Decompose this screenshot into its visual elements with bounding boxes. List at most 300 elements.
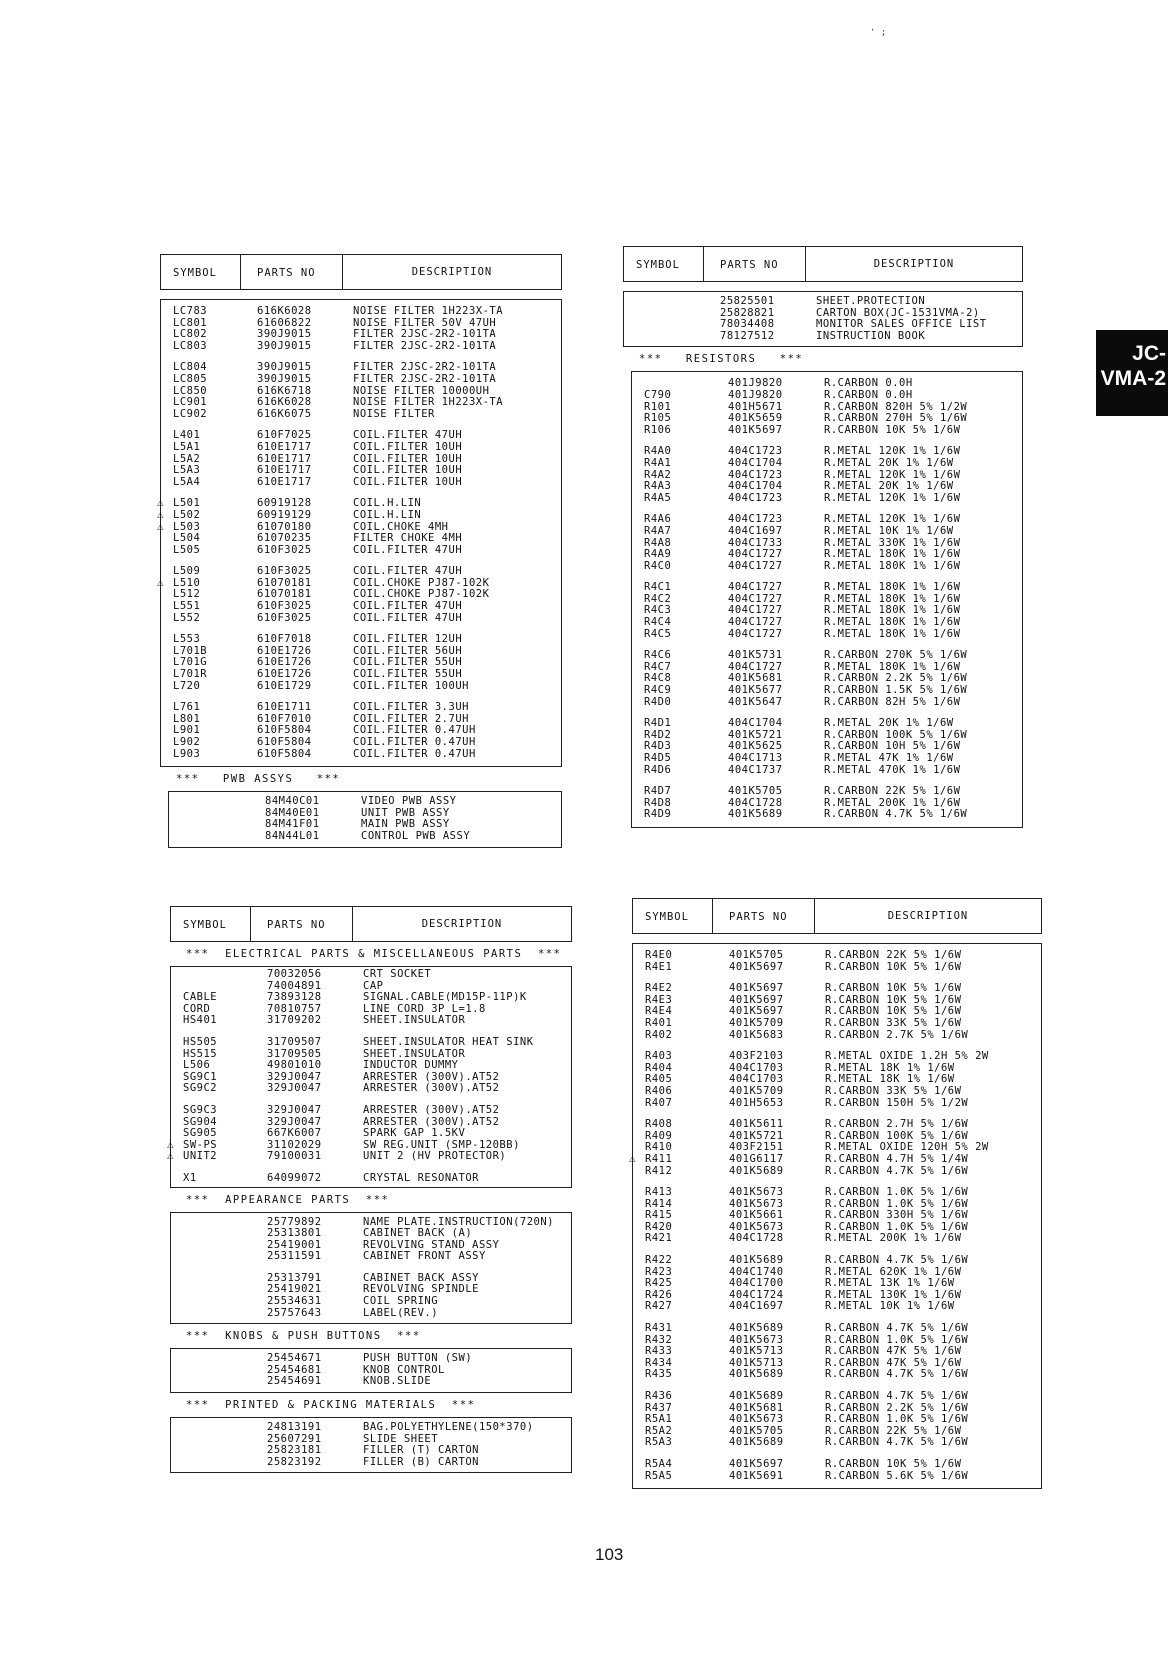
parts-no-cell: 401K5721 [728, 728, 783, 741]
parts-no-cell: 25757643 [267, 1306, 322, 1319]
parts-no-cell: 79100031 [267, 1150, 322, 1163]
parts-no-cell: 401K5673 [729, 1333, 784, 1346]
parts-no-cell: 401K5689 [729, 1368, 784, 1381]
symbol-cell [171, 1308, 251, 1320]
parts-no-cell: 404C1697 [729, 1300, 784, 1313]
parts-no-cell: 404C1727 [728, 548, 783, 561]
right-top-panel [623, 246, 1023, 828]
description-cell: R.CARBON 150H 5% 1/2W [825, 1096, 969, 1109]
parts-no-cell: 401K5691 [729, 1469, 784, 1482]
parts-no-cell: 404C1724 [729, 1288, 784, 1301]
description-cell: R.METAL 330K 1% 1/6W [824, 536, 961, 549]
description-cell: R.CARBON 47K 5% 1/6W [825, 1345, 962, 1358]
parts-no-cell: 24813191 [267, 1421, 322, 1434]
parts-no-cell: 610E1711 [257, 701, 312, 714]
table-row [632, 390, 1022, 402]
parts-no-cell: 610E1717 [257, 440, 312, 453]
parts-no-cell: 31709505 [267, 1047, 322, 1060]
symbol-cell: R421 [645, 1232, 673, 1245]
parts-no-cell: 84N44L01 [265, 829, 320, 842]
symbol-cell: R4C3 [644, 604, 672, 617]
parts-no-cell: 329J0047 [267, 1082, 322, 1095]
parts-no-cell: 25454691 [267, 1375, 322, 1388]
parts-no-cell: 25313801 [267, 1227, 322, 1240]
symbol-cell: LC802 [173, 328, 208, 341]
description-cell: R.METAL OXIDE 120H 5% 2W [825, 1141, 989, 1154]
description-cell: R.METAL 180K 1% 1/6W [824, 581, 961, 594]
parts-no-cell: 404C1713 [728, 752, 783, 764]
table-row [171, 1376, 571, 1388]
description-cell: R.CARBON 270K 5% 1/6W [824, 649, 968, 662]
symbol-cell: R4A8 [644, 536, 672, 549]
symbol-cell: R4C7 [644, 660, 672, 673]
parts-no-cell: 70032056 [267, 968, 322, 980]
description-cell: SPARK GAP 1.5KV [363, 1127, 466, 1140]
parts-no-cell: 401K5709 [729, 1084, 784, 1097]
symbol-cell [169, 796, 249, 808]
symbol-cell: R4A9 [644, 548, 672, 561]
symbol-cell: R4C4 [644, 616, 672, 629]
table-row [161, 533, 561, 545]
parts-no-cell: 25607291 [267, 1432, 322, 1445]
description-cell: R.CARBON 4.7K 5% 1/6W [825, 1390, 969, 1402]
parts-no-cell: 610E1717 [257, 452, 312, 465]
table-row [633, 962, 1041, 974]
parts-no-cell: 610F7010 [257, 712, 312, 725]
description-cell: CRT SOCKET [363, 968, 432, 980]
description-cell: ARRESTER (300V).AT52 [363, 1070, 500, 1083]
symbol-cell: LC901 [173, 396, 208, 409]
description-cell: SHEET.PROTECTION [816, 295, 926, 307]
description-cell: KNOB.SLIDE [363, 1375, 432, 1388]
appearance-table [170, 1212, 572, 1325]
description-header: DESCRIPTION [421, 918, 503, 930]
table-row [171, 1422, 571, 1434]
description-cell: R.CARBON 100K 5% 1/6W [824, 728, 968, 741]
description-cell: COIL.FILTER 12UH [353, 633, 463, 646]
description-header: DESCRIPTION [411, 266, 493, 278]
parts-no-cell: 404C1737 [728, 763, 783, 776]
symbol-cell: L5A2 [173, 452, 201, 465]
description-header: DESCRIPTION [887, 910, 969, 922]
symbol-cell: L5A3 [173, 464, 201, 477]
parts-no-cell: 25419001 [267, 1238, 322, 1251]
warning-triangle-icon: ⚠ [157, 496, 165, 510]
table-row [161, 306, 561, 318]
parts-no-cell: 610F5804 [257, 747, 312, 760]
description-cell: R.METAL 180K 1% 1/6W [824, 616, 961, 629]
table-row [171, 1308, 571, 1320]
description-cell: R.METAL 120K 1% 1/6W [824, 491, 961, 504]
description-cell: BAG.POLYETHYLENE(150*370) [363, 1421, 534, 1434]
parts-no-cell: 616K6075 [257, 407, 312, 420]
description-cell: R.METAL 10K 1% 1/6W [825, 1300, 955, 1313]
symbol-cell: R437 [645, 1401, 673, 1414]
parts-no-cell: 25419021 [267, 1283, 322, 1296]
table-row [161, 374, 561, 386]
symbol-cell: L553 [173, 633, 201, 646]
symbol-header: SYMBOL [171, 907, 251, 941]
description-cell: R.CARBON 330H 5% 1/6W [825, 1209, 969, 1222]
parts-no-cell: 401K5709 [729, 1016, 784, 1029]
symbol-cell: R411 ⚠ [629, 1151, 673, 1165]
description-cell: R.CARBON 0.0H [824, 388, 913, 401]
table-row [633, 1301, 1041, 1313]
symbol-cell: R408 [645, 1118, 673, 1131]
symbol-cell: L902 [173, 736, 201, 748]
parts-no-cell: 401K5705 [729, 1424, 784, 1437]
symbol-cell: R4D2 [644, 728, 672, 741]
parts-no-cell: 401K5697 [729, 960, 784, 973]
parts-no-cell: 401K5721 [729, 1129, 784, 1142]
description-cell: R.CARBON 10K 5% 1/6W [825, 1005, 962, 1018]
parts-no-cell: 49801010 [267, 1059, 322, 1072]
symbol-cell: CORD [183, 1002, 211, 1015]
left-bottom-panel [167, 906, 572, 1473]
symbol-cell: LC801 [173, 316, 208, 329]
parts-no-cell: 74004891 [267, 979, 322, 992]
symbol-cell: R425 [645, 1277, 673, 1290]
description-cell: FILLER (T) CARTON [363, 1444, 479, 1457]
description-cell: COIL.FILTER 0.47UH [353, 747, 476, 760]
table-row [633, 950, 1041, 962]
parts-no-cell: 401K5689 [729, 1436, 784, 1449]
table-row [632, 526, 1022, 538]
parts-no-cell: 401K5661 [729, 1209, 784, 1222]
description-cell: ARRESTER (300V).AT52 [363, 1115, 500, 1128]
scan-speck: ' ; [870, 28, 887, 38]
symbol-cell: LC805 [173, 372, 208, 385]
parts-no-cell: 610F3025 [257, 543, 312, 556]
description-cell: REVOLVING SPINDLE [363, 1283, 479, 1296]
description-cell: COIL.FILTER 100UH [353, 679, 469, 692]
symbol-cell [624, 308, 704, 320]
description-cell: R.CARBON 10K 5% 1/6W [825, 982, 962, 995]
symbol-cell: UNIT2 ⚠ [167, 1149, 218, 1163]
table-row [161, 409, 561, 421]
symbol-cell: HS505 [183, 1035, 218, 1048]
parts-no-cell: 401K5647 [728, 695, 783, 708]
table-row [632, 753, 1022, 765]
symbol-cell: SG904 [183, 1115, 218, 1128]
symbol-cell: R410 [645, 1141, 673, 1154]
parts-no-cell: 610F7018 [257, 633, 312, 646]
parts-no-cell: 25825501 [720, 295, 775, 307]
description-cell: R.CARBON 2.7K 5% 1/6W [825, 1028, 969, 1041]
section-title-packing: *** PRINTED & PACKING MATERIALS *** [186, 1399, 476, 1412]
parts-no-cell: 84M40C01 [265, 795, 320, 808]
parts-no-cell: 401J9820 [728, 377, 783, 390]
table-row [632, 629, 1022, 641]
parts-no-cell: 404C1740 [729, 1265, 784, 1278]
parts-no-cell: 401J9820 [728, 388, 783, 401]
description-cell: R.CARBON 1.0K 5% 1/6W [825, 1197, 969, 1210]
symbol-cell: R4A7 [644, 524, 672, 537]
parts-no-cell: 404C1723 [728, 491, 783, 504]
table-row [161, 601, 561, 613]
symbol-cell: R4E2 [645, 982, 673, 995]
symbol-cell [171, 1457, 251, 1469]
table-row [171, 1173, 571, 1185]
parts-no-cell: 31709507 [267, 1035, 322, 1048]
description-cell: COIL.FILTER 10UH [353, 475, 463, 488]
table-row [632, 765, 1022, 777]
parts-no-cell: 329J0047 [267, 1115, 322, 1128]
description-cell: R.METAL 120K 1% 1/6W [824, 445, 961, 458]
symbol-cell: SG9C1 [183, 1070, 218, 1083]
symbol-cell [169, 819, 249, 831]
symbol-cell: R427 [645, 1300, 673, 1313]
parts-no-cell: 404C1727 [728, 592, 783, 605]
table-row [157, 507, 561, 522]
symbol-cell [171, 1445, 251, 1457]
table-row [171, 969, 571, 981]
description-cell: COIL SPRING [363, 1295, 439, 1308]
symbol-cell: R4E1 [645, 960, 673, 973]
symbol-cell: R4D5 [644, 752, 672, 764]
symbol-cell: R4D1 [644, 717, 672, 730]
description-cell: R.METAL 10K 1% 1/6W [824, 524, 954, 537]
symbol-cell: HS515 [183, 1047, 218, 1060]
parts-no-cell: 401H5653 [729, 1096, 784, 1109]
description-cell: R.CARBON 10K 5% 1/6W [825, 1457, 962, 1470]
description-cell: KNOB CONTROL [363, 1363, 445, 1376]
description-cell: CARTON BOX(JC-1531VMA-2) [816, 306, 980, 319]
description-cell: R.METAL 130K 1% 1/6W [825, 1288, 962, 1301]
parts-no-cell: 401H5671 [728, 400, 783, 413]
table-row [171, 1251, 571, 1263]
parts-no-cell: 404C1723 [728, 445, 783, 458]
symbol-cell: R4C8 [644, 672, 672, 685]
parts-no-cell: 25823192 [267, 1455, 322, 1468]
description-cell: FILTER 2JSC-2R2-101TA [353, 372, 497, 385]
symbol-cell: R4A1 [644, 456, 672, 469]
parts-no-cell: 610E1726 [257, 656, 312, 669]
description-cell: CAP [363, 979, 384, 992]
description-cell: CRYSTAL RESONATOR [363, 1171, 479, 1184]
parts-no-cell: 390J9015 [257, 361, 312, 374]
misc-table [623, 291, 1023, 347]
description-cell: R.METAL OXIDE 1.2H 5% 2W [825, 1050, 989, 1063]
symbol-cell [171, 1353, 251, 1365]
description-cell: COIL.FILTER 47UH [353, 565, 463, 578]
description-cell: R.METAL 620K 1% 1/6W [825, 1265, 962, 1278]
symbol-cell: R413 [645, 1186, 673, 1199]
description-cell: COIL.FILTER 10UH [353, 464, 463, 477]
parts-no-cell: 616K6028 [257, 305, 312, 317]
description-cell: R.METAL 47K 1% 1/6W [824, 752, 954, 764]
symbol-cell [171, 1376, 251, 1388]
table-row [632, 493, 1022, 505]
description-cell: CABINET BACK ASSY [363, 1271, 479, 1284]
parts-no-cell: 401K5713 [729, 1356, 784, 1369]
table-row [632, 685, 1022, 697]
parts-no-cell: 401K5697 [729, 1457, 784, 1470]
description-cell: R.CARBON 4.7K 5% 1/6W [825, 1368, 969, 1381]
table-row [161, 737, 561, 749]
parts-no-cell: 401K5673 [729, 1413, 784, 1426]
table-row [632, 561, 1022, 573]
symbol-cell: L505 [173, 543, 201, 556]
description-cell: SLIDE SHEET [363, 1432, 439, 1445]
description-cell: COIL.FILTER 47UH [353, 611, 463, 624]
description-cell: R.CARBON 4.7K 5% 1/6W [825, 1254, 969, 1267]
description-cell: R.METAL 470K 1% 1/6W [824, 763, 961, 776]
description-cell: NOISE FILTER 1H223X-TA [353, 396, 504, 409]
symbol-cell: R431 [645, 1322, 673, 1335]
table-row [161, 669, 561, 681]
symbol-cell [171, 1240, 251, 1252]
symbol-cell: R405 [645, 1073, 673, 1086]
table-row [633, 1255, 1041, 1267]
symbol-cell: L503 ⚠ [157, 519, 201, 533]
description-cell: MAIN PWB ASSY [361, 818, 450, 831]
parts-no-cell: 403F2103 [729, 1050, 784, 1063]
table-row [171, 1060, 571, 1072]
symbol-cell: SG9C2 [183, 1082, 218, 1095]
description-cell: R.METAL 13K 1% 1/6W [825, 1277, 955, 1290]
description-cell: SW REG.UNIT (SMP-120BB) [363, 1138, 520, 1151]
table-row [161, 397, 561, 409]
parts-no-cell: 404C1723 [728, 513, 783, 526]
symbol-cell: R4D8 [644, 796, 672, 809]
table-row [633, 1119, 1041, 1131]
parts-no-cell: 25828821 [720, 306, 775, 319]
parts-no-cell: 329J0047 [267, 1070, 322, 1083]
description-cell: R.CARBON 10K 5% 1/6W [824, 423, 961, 436]
table-row [633, 1437, 1041, 1449]
table-row [171, 1083, 571, 1095]
description-cell: NOISE FILTER 50V 47UH [353, 316, 497, 329]
symbol-cell [171, 1422, 251, 1434]
parts-no-cell: 401K5677 [728, 684, 783, 697]
parts-no-cell: 61070181 [257, 576, 312, 589]
symbol-cell: R105 [644, 412, 672, 425]
description-cell: FILTER 2JSC-2R2-101TA [353, 339, 497, 352]
section-title-resistors: *** RESISTORS *** [639, 353, 804, 366]
description-cell: NAME PLATE.INSTRUCTION(720N) [363, 1215, 555, 1228]
description-cell: R.CARBON 1.0K 5% 1/6W [825, 1220, 969, 1233]
symbol-cell: R415 [645, 1209, 673, 1222]
description-cell: CONTROL PWB ASSY [361, 829, 471, 842]
description-cell: COIL.FILTER 47UH [353, 543, 463, 556]
parts-no-cell: 404C1728 [729, 1232, 784, 1245]
symbol-cell: R420 [645, 1220, 673, 1233]
description-cell: FILTER 2JSC-2R2-101TA [353, 361, 497, 374]
description-cell: R.CARBON 5.6K 5% 1/6W [825, 1469, 969, 1482]
symbol-cell: L502 ⚠ [157, 507, 201, 521]
description-cell: R.METAL 180K 1% 1/6W [824, 627, 961, 640]
parts-no-cell: 401K5689 [729, 1390, 784, 1402]
description-cell: R.CARBON 10H 5% 1/6W [824, 740, 961, 753]
description-cell: R.CARBON 1.0K 5% 1/6W [825, 1186, 969, 1199]
symbol-cell: R4C6 [644, 649, 672, 662]
symbol-cell: R5A2 [645, 1424, 673, 1437]
description-cell: PUSH BUTTON (SW) [363, 1352, 473, 1365]
symbol-cell: R409 [645, 1129, 673, 1142]
symbol-header: SYMBOL [624, 247, 704, 281]
parts-no-cell: 404C1727 [728, 660, 783, 673]
parts-no-cell: 610F3025 [257, 565, 312, 578]
parts-no-cell: 610E1726 [257, 644, 312, 657]
parts-no-cell: 401K5697 [729, 1005, 784, 1018]
parts-no-cell: 610E1726 [257, 668, 312, 681]
parts-no-cell: 404C1703 [729, 1061, 784, 1074]
symbol-cell: SG9C3 [183, 1103, 218, 1116]
table-row [633, 1323, 1041, 1335]
symbol-cell: R4D0 [644, 695, 672, 708]
symbol-cell: R4C2 [644, 592, 672, 605]
symbol-cell: X1 [183, 1171, 197, 1184]
symbol-cell: R4C0 [644, 559, 672, 572]
symbol-cell: R4E4 [645, 1005, 673, 1018]
symbol-cell: L501 ⚠ [157, 496, 201, 510]
symbol-cell [169, 808, 249, 820]
symbol-cell: R426 [645, 1288, 673, 1301]
parts-no-cell: 73893128 [267, 991, 322, 1004]
table-row [161, 545, 561, 557]
symbol-cell: L801 [173, 712, 201, 725]
description-cell: R.CARBON 4.7K 5% 1/6W [824, 808, 968, 821]
parts-no-cell: 404C1733 [728, 536, 783, 549]
description-cell: R.CARBON 4.7K 5% 1/6W [825, 1436, 969, 1449]
table-row [161, 613, 561, 625]
symbol-cell: LC850 [173, 384, 208, 397]
description-cell: COIL.FILTER 55UH [353, 668, 463, 681]
warning-triangle-icon: ⚠ [167, 1149, 175, 1163]
parts-no-cell: 610E1729 [257, 679, 312, 692]
description-cell: VIDEO PWB ASSY [361, 795, 457, 808]
description-cell: R.CARBON 2.7H 5% 1/6W [825, 1118, 969, 1131]
symbol-cell: LC902 [173, 407, 208, 420]
electrical-table [167, 966, 572, 1188]
parts-no-cell: 404C1700 [729, 1277, 784, 1290]
symbol-cell: L506 [183, 1059, 211, 1072]
parts-no-cell: 84M40E01 [265, 806, 320, 819]
parts-no-cell: 401K5689 [728, 808, 783, 821]
section-title-pwb: *** PWB ASSYS *** [176, 773, 341, 786]
symbol-cell: R4D6 [644, 763, 672, 776]
parts-no-cell: 401K5611 [729, 1118, 784, 1131]
section-title-appearance: *** APPEARANCE PARTS *** [186, 1193, 390, 1206]
parts-no-cell: 401K5659 [728, 412, 783, 425]
parts-no-cell: 610F5804 [257, 736, 312, 748]
parts-no-cell: 401K5673 [729, 1197, 784, 1210]
symbol-cell: L512 [173, 588, 201, 601]
resistor-table [631, 371, 1023, 828]
symbol-cell [624, 331, 704, 343]
table-row [633, 1098, 1041, 1110]
section-title-knobs: *** KNOBS & PUSH BUTTONS *** [186, 1330, 421, 1343]
symbol-cell: R4D3 [644, 740, 672, 753]
parts-no-cell: 60919128 [257, 497, 312, 510]
description-cell: R.METAL 20K 1% 1/6W [824, 456, 954, 469]
description-cell: R.METAL 200K 1% 1/6W [825, 1232, 962, 1245]
description-cell: R.CARBON 33K 5% 1/6W [825, 1084, 962, 1097]
table-row [633, 1051, 1041, 1063]
parts-no-cell: 610E1717 [257, 464, 312, 477]
description-cell: UNIT PWB ASSY [361, 806, 450, 819]
description-cell: R.CARBON 82H 5% 1/6W [824, 695, 961, 708]
table-row [161, 749, 561, 761]
table-row [171, 1015, 571, 1027]
description-cell: NOISE FILTER 1H223X-TA [353, 305, 504, 317]
warning-triangle-icon: ⚠ [167, 1137, 175, 1151]
symbol-cell: R106 [644, 423, 672, 436]
parts-no-cell: 667K6007 [267, 1127, 322, 1140]
symbol-header: SYMBOL [161, 255, 241, 289]
symbol-cell: L701G [173, 656, 208, 669]
